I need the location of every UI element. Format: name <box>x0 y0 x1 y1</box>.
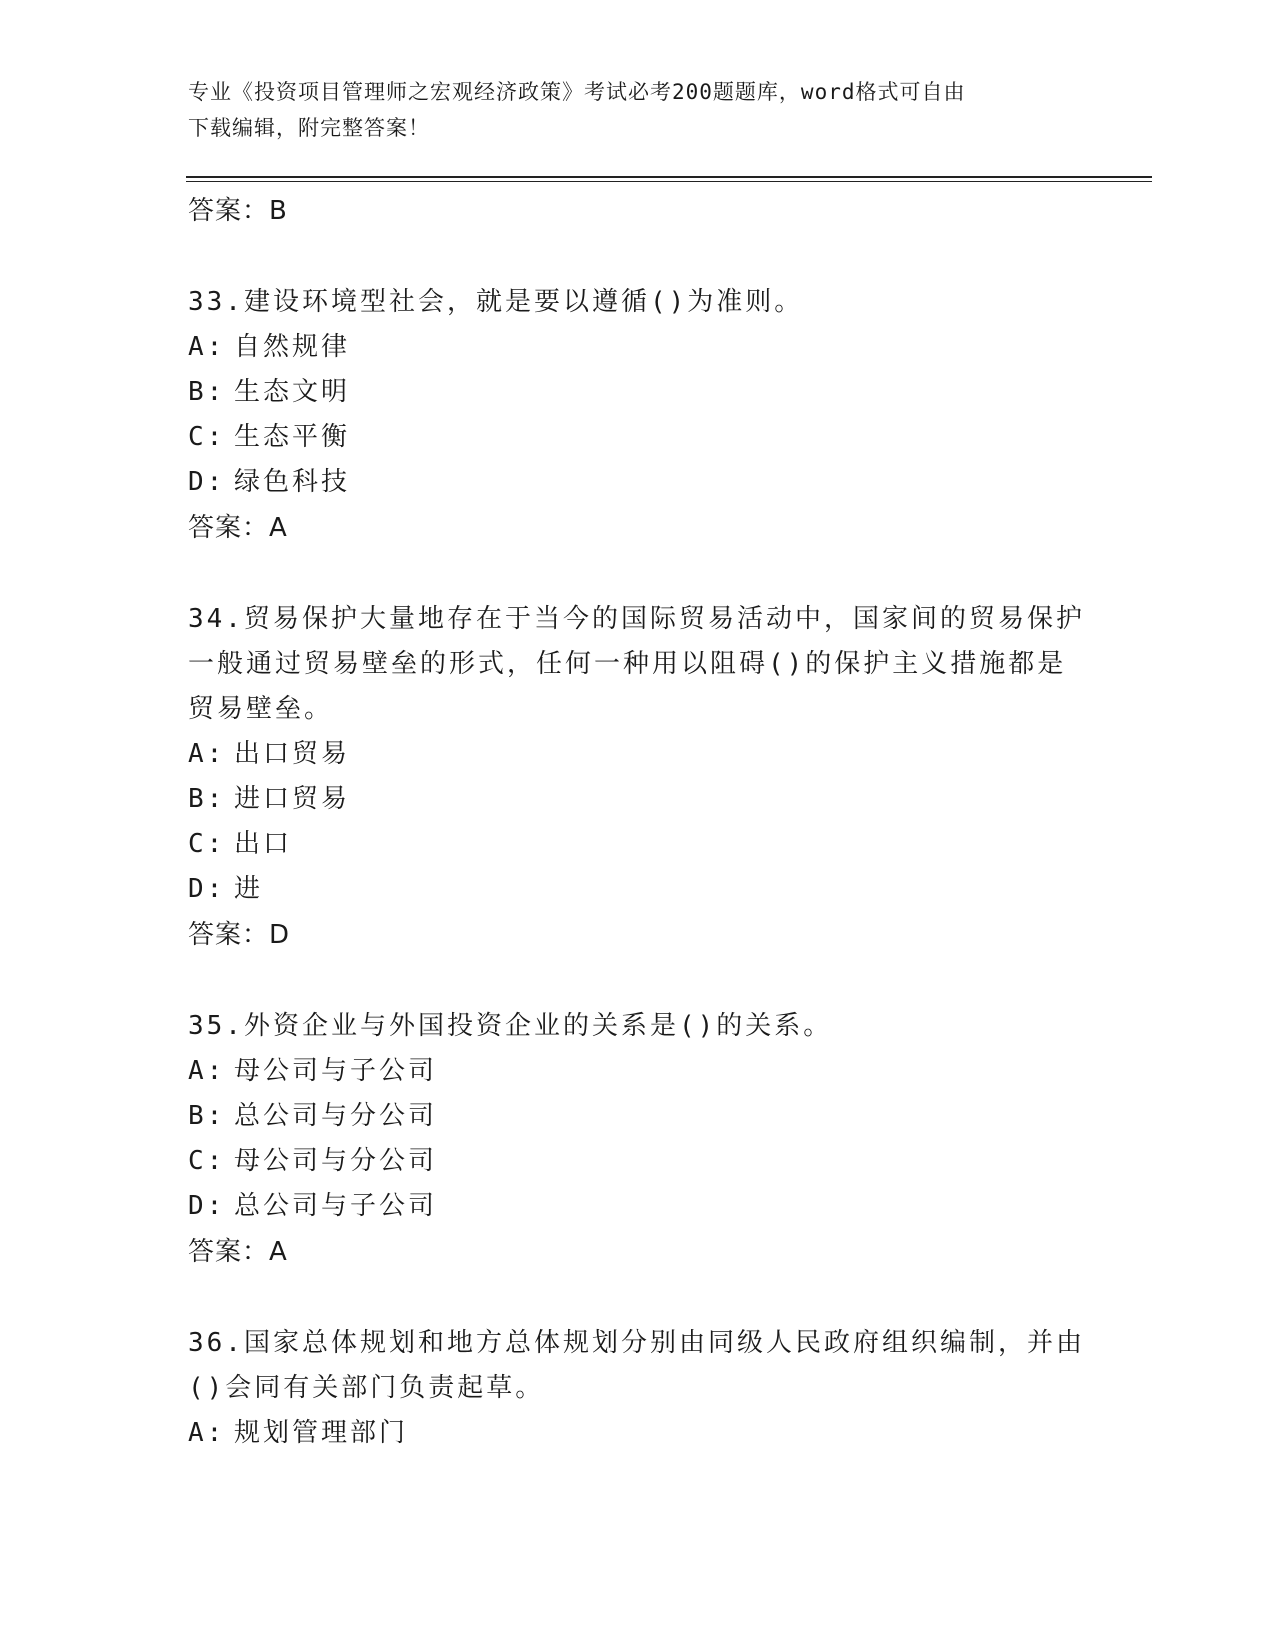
question-35 <box>188 1004 1088 1275</box>
question-text: 36.国家总体规划和地方总体规划分别由同级人民政府组织编制，并由()会同有关部门负责起草。 <box>188 1328 1085 1403</box>
option-b <box>188 370 1088 415</box>
option-text: 总公司与分公司 <box>234 1101 438 1131</box>
option-b <box>188 777 1088 822</box>
answer-line: 答案：D <box>188 920 291 950</box>
header-divider-thin <box>186 181 1152 182</box>
answer-line: 答案：A <box>188 1237 288 1267</box>
option-label: D: <box>188 1191 226 1221</box>
option-a <box>188 1411 1088 1456</box>
option-d <box>188 1184 1088 1229</box>
answer-line: 答案：A <box>188 513 288 543</box>
document-header <box>188 74 1068 146</box>
option-text: 生态文明 <box>234 377 351 407</box>
option-text: 规划管理部门 <box>234 1418 409 1448</box>
option-text: 进口贸易 <box>234 784 351 814</box>
question-33 <box>188 280 1088 551</box>
option-text: 母公司与分公司 <box>234 1146 438 1176</box>
option-d <box>188 460 1088 505</box>
option-a <box>188 1049 1088 1094</box>
option-c <box>188 822 1088 867</box>
option-text: 进 <box>234 874 264 904</box>
option-label: A: <box>188 332 226 362</box>
option-c <box>188 1139 1088 1184</box>
question-36 <box>188 1321 1088 1456</box>
option-label: A: <box>188 739 226 769</box>
question-34 <box>188 597 1088 958</box>
option-label: B: <box>188 1101 226 1131</box>
option-label: A: <box>188 1418 226 1448</box>
option-b <box>188 1094 1088 1139</box>
option-label: B: <box>188 784 226 814</box>
question-text: 33.建设环境型社会，就是要以遵循()为准则。 <box>188 287 804 317</box>
question-text: 34.贸易保护大量地存在于当今的国际贸易活动中，国家间的贸易保护一般通过贸易壁垒的形式，任何一种用以阻碍()的保护主义措施都是贸易壁垒。 <box>188 604 1085 724</box>
option-text: 生态平衡 <box>234 422 351 452</box>
option-text: 出口 <box>234 829 293 859</box>
option-text: 母公司与子公司 <box>234 1056 438 1086</box>
option-text: 出口贸易 <box>234 739 351 769</box>
option-label: A: <box>188 1056 226 1086</box>
option-c <box>188 415 1088 460</box>
option-d <box>188 867 1088 912</box>
header-divider-thick <box>186 176 1152 178</box>
document-body <box>188 188 1088 1456</box>
option-label: D: <box>188 874 226 904</box>
option-text: 绿色科技 <box>234 467 351 497</box>
option-a <box>188 325 1088 370</box>
option-text: 总公司与子公司 <box>234 1191 438 1221</box>
header-line-1: 专业《投资项目管理师之宏观经济政策》考试必考200题题库，word格式可自由 <box>188 80 966 104</box>
previous-answer: 答案：B <box>188 196 288 226</box>
option-label: C: <box>188 422 226 452</box>
option-label: C: <box>188 829 226 859</box>
question-text: 35.外资企业与外国投资企业的关系是()的关系。 <box>188 1011 833 1041</box>
option-label: C: <box>188 1146 226 1176</box>
option-label: B: <box>188 377 226 407</box>
option-text: 自然规律 <box>234 332 351 362</box>
option-label: D: <box>188 467 226 497</box>
option-a <box>188 732 1088 777</box>
header-line-2: 下载编辑，附完整答案！ <box>188 116 430 140</box>
